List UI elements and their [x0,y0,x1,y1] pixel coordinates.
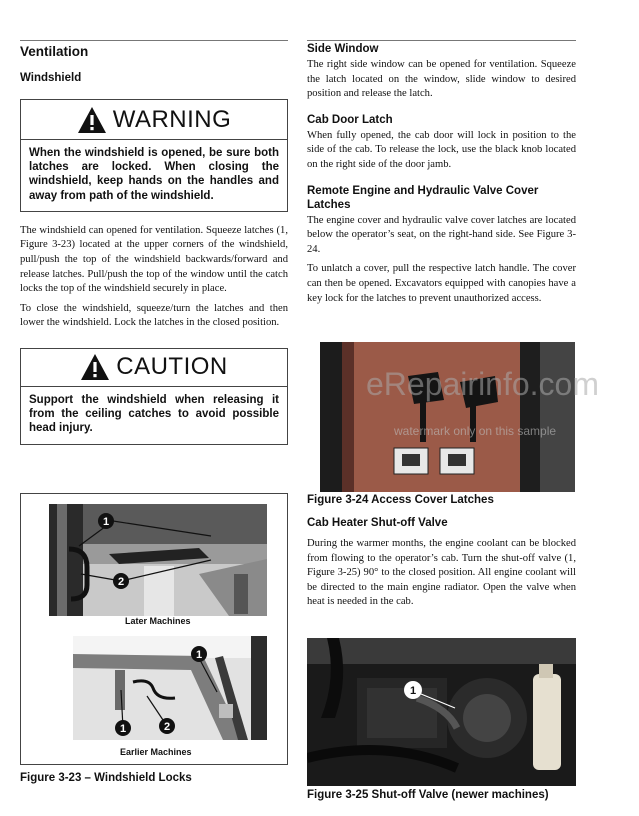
caution-label: CAUTION [116,353,228,381]
caution-text: Support the windshield when releasing it from the ceiling catches to avoid possible head injury. [29,393,279,435]
warning-text: When the windshield is opened, be sure both latches are locked. When closing the windshield, keep hands on the handles and away from path of the windshield. [29,147,279,202]
figure-3-23-frame [20,493,288,765]
remote-latches-text-1: The engine cover and hydraulic valve cover latches are located below the operator’s seat, on the right-hand side. See Figure 3-24. [307,214,576,255]
remote-latches-text-2: To unlatch a cover, pull the respective latch handle. The cover can then be opened. Excavators equipped with canopies have a key lock for the latches to prevent unauthorized access. [307,263,576,304]
callout-earlier-2: 2 [163,721,171,733]
warning-icon [77,106,107,134]
windshield-heading: Windshield [20,72,82,84]
side-window-text: The right side window can be opened for ventilation. Squeeze the latch located on the window, slide window to desired position and release the latch. [307,59,576,100]
later-machines-label: Later Machines [125,616,191,626]
earlier-machines-label: Earlier Machines [120,747,192,757]
figure-3-23-caption: Figure 3-23 – Windshield Locks [20,772,192,784]
figure-3-24-photo [320,342,575,492]
earlier-machines-callouts [21,634,289,744]
remote-latches-heading: Remote Engine and Hydraulic Valve Cover Latches [307,184,539,211]
watermark-note: watermark only on this sample [394,424,557,438]
callout-valve-1: 1 [409,685,417,697]
figure-3-25-photo [307,638,576,786]
watermark-site: eRepairinfo.com [366,366,599,402]
callout-earlier-1b: 1 [119,723,127,735]
side-window-heading: Side Window [307,43,379,55]
caution-header [21,349,287,387]
section-title: Ventilation [20,44,89,59]
callout-earlier-1a: 1 [195,649,203,661]
callout-later-2: 2 [117,576,125,588]
left-column [20,40,288,445]
callout-later-1: 1 [102,516,110,528]
cab-heater-heading: Cab Heater Shut-off Valve [307,517,448,529]
cab-door-heading: Cab Door Latch [307,113,393,126]
later-machines-callouts [21,494,289,634]
warning-header [21,100,287,140]
warning-label: WARNING [112,105,232,133]
figure-3-24-caption: Figure 3-24 Access Cover Latches [307,494,494,506]
warning-box [20,99,288,212]
caution-icon [80,353,110,381]
windshield-para-1: The windshield can opened for ventilation. Squeeze latches (1, Figure 3-23) located at the upper corners of the windshield, pull/push the top of the windshield backwards/forward and release latches. Pull/push the top of the window until the catch locks the top of the windshield securely in place. [20,224,288,295]
figure-3-25-caption: Figure 3-25 Shut-off Valve (newer machines) [307,789,549,801]
cab-door-text: When fully opened, the cab door will lock in position to the side of the cab. To release the lock, use the black knob located on the right side of the door jamb. [307,129,576,170]
right-column [307,40,576,306]
caution-box [20,348,288,445]
windshield-para-2: To close the windshield, squeeze/turn the latches and then lower the windshield. Lock the latches in the closed position. [20,302,288,329]
cab-heater-text: During the warmer months, the engine coolant can be blocked from flowing to the operator’s cab. Turn the shut-off valve (1, Figure 3-25) 90° to the closed position. All engine coolant will be directed to the main engine radiator. Open the valve when heat is needed in the cab. [307,538,576,608]
